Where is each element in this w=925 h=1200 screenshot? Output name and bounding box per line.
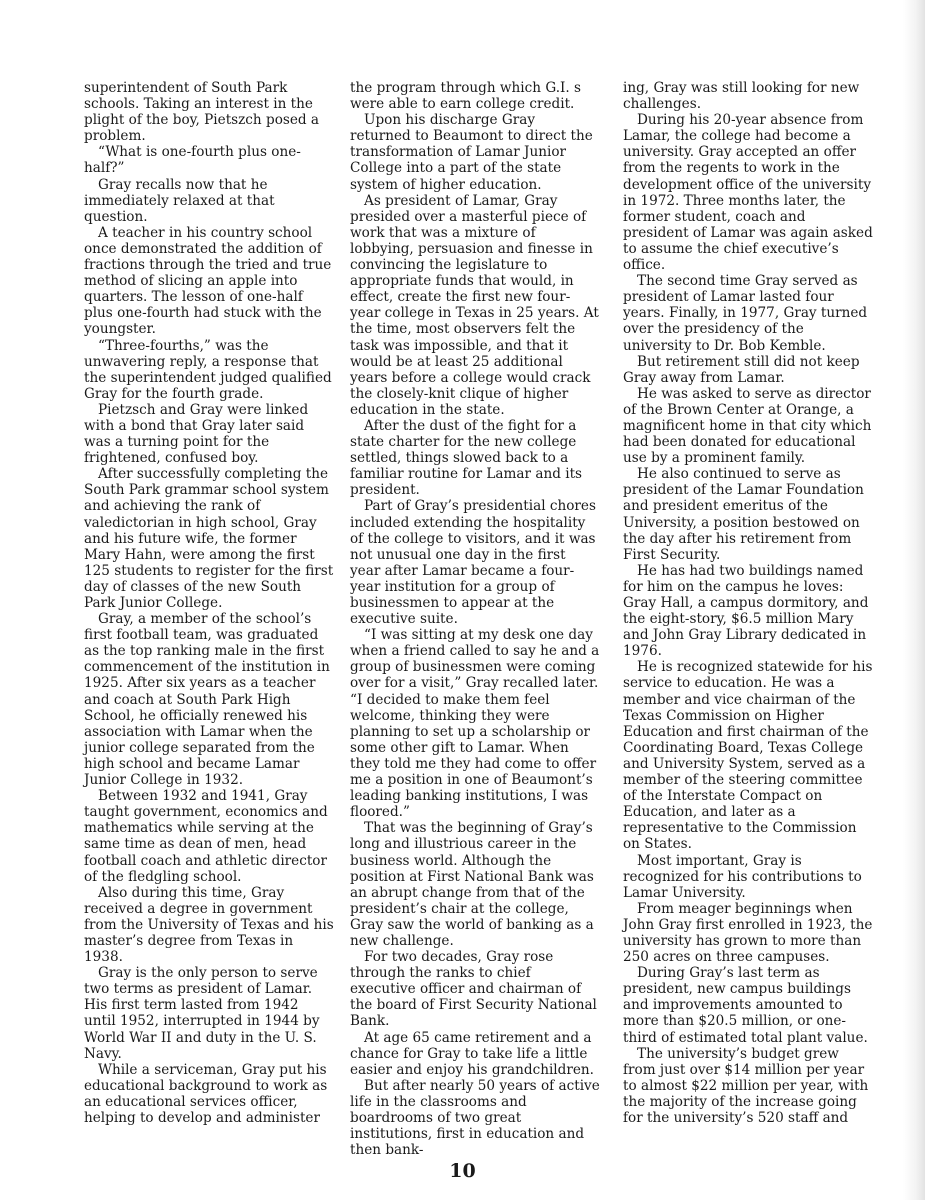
paragraph: During Gray’s last term as president, new campus buildings and improvements amounted to more than $20.5 million, or one-third of estimated total plant value. xyxy=(623,965,868,1046)
paragraph: He was asked to serve as director of the Brown Center at Orange, a magnificent home in that city which had been donated for educational use by a prominent family. xyxy=(623,385,872,467)
paragraph: After successfully completing the South Park grammar school system and achieving the rank of valedictorian in high school, Gray and his future wife, the former Mary Hahn, were among the first 125 students to register for the first day of classes of the new South Park Junior College. xyxy=(84,466,334,611)
paragraph: Gray, a member of the school’s first football team, was graduated as the top ranking male in the first commencement of the institution in 1925. After six years as a teacher and coach at South Park High School, he officially renewed his association with Lamar when the junior college separated from the high school and became Lamar Junior College in 1932. xyxy=(84,611,330,789)
paragraph: Also during this time, Gray received a degree in government from the University of Texas and his master’s degree from Texas in 1938. xyxy=(84,884,334,966)
paragraph: He is recognized statewide for his service to education. He was a member and vice chairman of the Texas Commission on Higher Education and first chairman of the Coordinating Board, Texas College and University System, served as a member of the steering committee of the Interstate Compact on Education, and later as a representative to the Commission on States. xyxy=(623,659,873,853)
paragraph: The university’s budget grew from just over $14 million per year to almost $22 million per year, with the majority of the increase going for the university’s 520 staff and xyxy=(623,1045,869,1126)
paragraph: For two decades, Gray rose through the ranks to chief executive officer and chairman of the board of First Security National Bank. xyxy=(350,949,597,1030)
paragraph: The second time Gray served as president of Lamar lasted four years. Finally, in 1977, Gray turned over the presidency of the university to Dr. Bob Kemble. xyxy=(623,273,868,354)
text-column-2 xyxy=(350,80,600,1158)
paragraph: But after nearly 50 years of active life in the classrooms and boardrooms of two great institutions, first in education and then bank- xyxy=(350,1077,600,1159)
paragraph: From meager beginnings when John Gray first enrolled in 1923, the university has grown to more than 250 acres on three campuses. xyxy=(623,900,873,966)
paragraph: “What is one-fourth plus one-half?” xyxy=(84,144,301,177)
paragraph: While a serviceman, Gray put his educational background to work as an educational services officer, helping to develop and administer xyxy=(84,1061,328,1126)
paragraph: superintendent of South Park schools. Taking an interest in the plight of the boy, Pietszch posed a problem. xyxy=(84,80,320,145)
paragraph: As president of Lamar, Gray presided over a masterful piece of work that was a mixture of lobbying, persuasion and finesse in convincing the legislature to appropriate funds that would, in effect, create the first new four-year college in Texas in 25 years. At the time, most observers felt the task was impossible, and that it would be at least 25 additional years before a college would crack the closely-knit clique of higher education in the state. xyxy=(350,192,599,418)
paragraph: “I was sitting at my desk one day when a friend called to say he and a group of businessmen were coming over for a visit,” Gray recalled later. “I decided to make them feel welcome, thinking they were planning to set up a scholarship or some other gift to Lamar. When they told me they had come to offer me a position in one of Beaumont’s leading banking institutions, I was floored.” xyxy=(350,627,600,821)
paragraph: Part of Gray’s presidential chores included extending the hospitality of the college to visitors, and it was not unusual one day in the first year after Lamar became a four-year institution for a group of businessmen to appear at the executive suite. xyxy=(350,498,596,628)
paragraph: At age 65 came retirement and a chance for Gray to take life a little easier and enjoy his grandchildren. xyxy=(350,1029,594,1078)
paragraph: He also continued to serve as president of the Lamar Foundation and president emeritus of the University, a position bestowed on the day after his retirement from First Security. xyxy=(623,466,864,563)
paragraph: “Three-fourths,” was the unwavering reply, a response that the superintendent judged qualified Gray for the fourth grade. xyxy=(84,337,332,402)
paragraph: Gray is the only person to serve two terms as president of Lamar. His first term lasted from 1942 until 1952, interrupted in 1944 by World War II and duty in the U. S. Navy. xyxy=(84,965,320,1062)
paragraph: During his 20-year absence from Lamar, the college had become a university. Gray accepted an offer from the regents to work in the development office of the university in 1972. Three months later, the former student, coach and president of Lamar was again asked to assume the chief executive’s office. xyxy=(623,112,873,274)
paragraph: Gray recalls now that he immediately relaxed at that question. xyxy=(84,176,275,225)
paragraph: the program through which G.I. s were able to earn college credit. xyxy=(350,80,582,113)
paragraph: After the dust of the fight for a state charter for the new college settled, things slowed back to a familiar routine for Lamar and its president. xyxy=(350,417,583,499)
page-number: 10 xyxy=(449,1160,476,1182)
text-column-1 xyxy=(84,80,334,1126)
paragraph: But retirement still did not keep Gray away from Lamar. xyxy=(623,353,860,386)
paragraph: Upon his discharge Gray returned to Beaumont to direct the transformation of Lamar Junior College into a part of the state system of higher education. xyxy=(350,112,593,193)
paragraph: Pietzsch and Gray were linked with a bond that Gray later said was a turning point for the frightened, confused boy. xyxy=(84,401,309,467)
paragraph: Between 1932 and 1941, Gray taught government, economics and mathematics while serving at the same time as dean of men, head football coach and athletic director of the fledgling school. xyxy=(84,788,328,885)
paragraph: He has had two buildings named for him on the campus he loves: Gray Hall, a campus dormitory, and the eight-story, $6.5 million Mary and John Gray Library dedicated in 1976. xyxy=(623,562,869,660)
paragraph: Most important, Gray is recognized for his contributions to Lamar University. xyxy=(623,852,862,901)
paragraph: That was the beginning of Gray’s long and illustrious career in the business world. Although the position at First National Bank was an abrupt change from that of the president’s chair at the college, Gray saw the world of banking as a new challenge. xyxy=(350,820,594,949)
text-column-3 xyxy=(623,80,875,1126)
paragraph: A teacher in his country school once demonstrated the addition of fractions through the tried and true method of slicing an apple into quarters. The lesson of one-half plus one-fourth had stuck with the youngster. xyxy=(84,224,332,338)
paragraph: ing, Gray was still looking for new challenges. xyxy=(623,80,860,113)
